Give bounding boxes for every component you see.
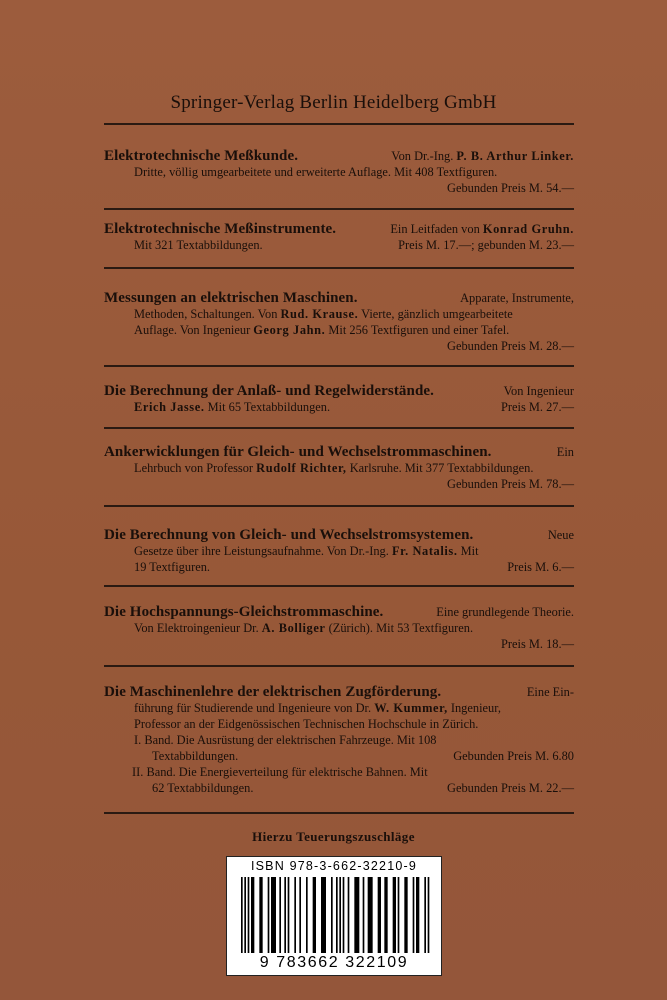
book-price: Preis M. 17.—; gebunden M. 23.— (398, 238, 574, 252)
barcode-bar (299, 877, 301, 953)
book-title: Die Maschinenlehre der elektrischen Zugförderung. (104, 684, 442, 700)
book-price: Gebunden Preis M. 6.80 (453, 749, 574, 763)
barcode-bar (313, 877, 316, 953)
divider (104, 665, 574, 667)
isbn-barcode-box (226, 856, 442, 976)
volume-line: II. Band. Die Energieverteilung für elektrische Bahnen. Mit (132, 765, 428, 779)
book-title: Ankerwicklungen für Gleich- und Wechselstrommaschinen. (104, 444, 492, 460)
book-entry: Die Berechnung von Gleich- und Wechselstromsystemen. Neue Gesetze über ihre Leistungsaufnahme. Von Dr.-Ing. Fr. Natalis. Mit 19 Textfiguren. Preis M. 6.— (104, 527, 574, 574)
divider (104, 267, 574, 269)
surcharge-note: Hierzu Teuerungszuschläge (252, 829, 415, 844)
divider (104, 208, 574, 210)
divider (104, 585, 574, 587)
author-name: Georg Jahn. (253, 323, 326, 337)
book-description: Dritte, völlig umgearbeitete und erweiterte Auflage. Mit 408 Textfiguren. (134, 165, 498, 179)
barcode-bar (288, 877, 290, 953)
book-price: Gebunden Preis M. 54.— (447, 181, 574, 195)
publisher-heading: Springer-Verlag Berlin Heidelberg GmbH (170, 92, 497, 113)
book-entry: Elektrotechnische Meßkunde. Von Dr.-Ing. P. B. Arthur Linker. Dritte, völlig umgearbeitete und erweiterte Auflage. Mit 408 Textfiguren. Gebunden Preis M. 54.— (104, 148, 574, 195)
barcode-bar (251, 877, 254, 953)
author-name: P. B. Arthur Linker. (456, 149, 574, 163)
divider (104, 812, 574, 814)
book-price: Gebunden Preis M. 78.— (447, 477, 574, 491)
barcode-bar (416, 877, 419, 953)
barcode-bar (393, 877, 396, 953)
barcode-bar (368, 877, 373, 953)
volume-line: I. Band. Die Ausrüstung der elektrischen Fahrzeuge. Mit 108 (134, 733, 437, 747)
barcode-bar (279, 877, 281, 953)
barcode-bar (259, 877, 262, 953)
barcode-bar (336, 877, 338, 953)
barcode-bar (413, 877, 415, 953)
barcode-bar (404, 877, 407, 953)
barcode-bar (321, 877, 326, 953)
barcode-bar (354, 877, 359, 953)
barcode-bar (348, 877, 350, 953)
divider (104, 123, 574, 125)
barcode-bar (428, 877, 430, 953)
book-title: Die Berechnung der Anlaß- und Regelwiderstände. (104, 383, 435, 399)
barcode-bar (248, 877, 250, 953)
barcode-bar (343, 877, 345, 953)
barcode-bar (363, 877, 365, 953)
barcode-bar (398, 877, 400, 953)
barcode-bar (384, 877, 387, 953)
book-description: 62 Textabbildungen. (152, 781, 254, 795)
barcode-bar (378, 877, 381, 953)
author-name: Rudolf Richter, (256, 461, 347, 475)
book-price: Gebunden Preis M. 22.— (447, 781, 574, 795)
barcode-bar (241, 877, 243, 953)
isbn-label: ISBN 978-3-662-32210-9 (250, 859, 418, 873)
book-description: Mit 321 Textabbildungen. (134, 238, 263, 252)
barcode-bar (294, 877, 296, 953)
barcode-bar (331, 877, 333, 953)
book-entry: Messungen an elektrischen Maschinen. Apparate, Instrumente, Methoden, Schaltungen. Von Rud. Krause. Vierte, gänzlich umgearbeitete Auflage. Von Ingenieur Georg Jahn. Mit 256 Textfiguren und einer Tafel. Gebunden Preis M. 28.— (104, 290, 574, 353)
book-title: Die Hochspannungs-Gleichstrommaschine. (104, 604, 384, 620)
author-name: Erich Jasse. (134, 400, 205, 414)
book-entry: Die Maschinenlehre der elektrischen Zugförderung. Eine Ein- führung für Studierende und Ingenieure von Dr. W. Kummer, Ingenieur, Professor an der Eidgenössischen Technischen Hochschule in Zürich. I. Band. Die Ausrüstung der elektrischen Fahrzeuge. Mit 108 Textabbildungen. Gebunden Preis M. 6.80 II. Band. Die Energieverteilung für elektrische Bahnen. Mit 62 Textabbildungen. Gebunden Preis M. 22.— (104, 684, 574, 795)
book-title: Elektrotechnische Meßinstrumente. (104, 221, 337, 237)
barcode-bar (339, 877, 341, 953)
author-name: A. Bolliger (261, 621, 326, 635)
barcode-bar (284, 877, 286, 953)
barcode-bar (244, 877, 246, 953)
barcode-bar (306, 877, 308, 953)
book-entry: Elektrotechnische Meßinstrumente. Ein Leitfaden von Konrad Gruhn. Mit 321 Textabbildungen. Preis M. 17.—; gebunden M. 23.— (104, 221, 574, 252)
book-price: Preis M. 27.— (501, 400, 574, 414)
book-entry: Ankerwicklungen für Gleich- und Wechselstrommaschinen. Ein Lehrbuch von Professor Rudolf Richter, Karlsruhe. Mit 377 Textabbildungen. Gebunden Preis M. 78.— (104, 444, 574, 491)
divider (104, 427, 574, 429)
book-description: Textabbildungen. (152, 749, 239, 763)
book-price: Gebunden Preis M. 28.— (447, 339, 574, 353)
divider (104, 365, 574, 367)
barcode (241, 877, 431, 953)
author-name: W. Kummer, (374, 701, 448, 715)
barcode-bar (271, 877, 276, 953)
book-title: Die Berechnung von Gleich- und Wechselstromsystemen. (104, 527, 474, 543)
book-entry: Die Berechnung der Anlaß- und Regelwiderstände. Von Ingenieur Erich Jasse. Mit 65 Textabbildungen. Preis M. 27.— (104, 383, 574, 414)
book-entry: Die Hochspannungs-Gleichstrommaschine. Eine grundlegende Theorie. Von Elektroingenieur Dr. A. Bolliger (Zürich). Mit 53 Textfiguren. Preis M. 18.— (104, 604, 574, 651)
book-description: 19 Textfiguren. (134, 560, 210, 574)
barcode-bar (268, 877, 270, 953)
ean-number: 9 783662 322109 (259, 954, 409, 971)
book-title: Elektrotechnische Meßkunde. (104, 148, 299, 164)
book-price: Preis M. 18.— (501, 637, 574, 651)
book-description: Professor an der Eidgenössischen Technischen Hochschule in Zürich. (134, 717, 479, 731)
book-title: Messungen an elektrischen Maschinen. (104, 290, 358, 306)
author-name: Fr. Natalis. (391, 544, 458, 558)
book-price: Preis M. 6.— (507, 560, 574, 574)
author-name: Konrad Gruhn. (482, 222, 574, 236)
divider (104, 505, 574, 507)
author-name: Rud. Krause. (280, 307, 359, 321)
barcode-bar (424, 877, 426, 953)
